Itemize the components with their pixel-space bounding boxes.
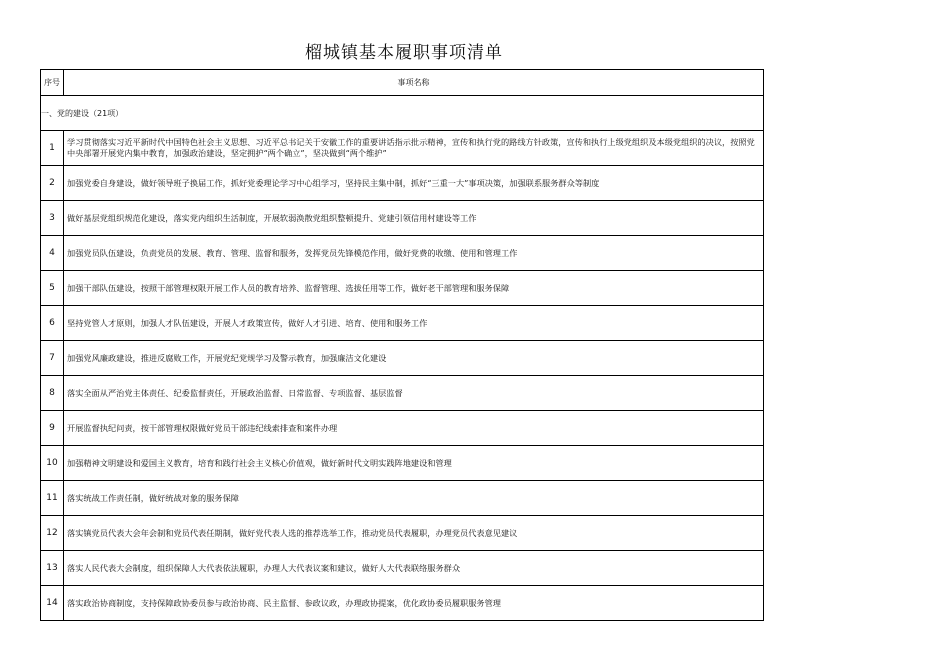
- row-number: 13: [41, 551, 64, 586]
- row-item-name: 加强干部队伍建设，按照干部管理权限开展工作人员的教育培养、监督管理、选拔任用等工作，做好老干部管理和服务保障: [64, 271, 764, 306]
- row-item-name: 落实政治协商制度，支持保障政协委员参与政治协商、民主监督、参政议政，办理政协提案，优化政协委员履职服务管理: [64, 586, 764, 621]
- row-item-name: 坚持党管人才原则，加强人才队伍建设，开展人才政策宣传，做好人才引进、培育、使用和服务工作: [64, 306, 764, 341]
- row-number: 6: [41, 306, 64, 341]
- table-row: [41, 306, 764, 341]
- row-number: 8: [41, 376, 64, 411]
- row-item-name: 做好基层党组织规范化建设，落实党内组织生活制度，开展软弱涣散党组织整顿提升、党建引领信用村建设等工作: [64, 201, 764, 236]
- row-item-name: 落实镇党员代表大会年会制和党员代表任期制，做好党代表人选的推荐选举工作，推动党员代表履职，办理党员代表意见建议: [64, 516, 764, 551]
- row-item-name: 加强党委自身建设，做好领导班子换届工作，抓好党委理论学习中心组学习，坚持民主集中制，抓好“三重一大”事项决策，加强联系服务群众等制度: [64, 166, 764, 201]
- row-number: 1: [41, 131, 64, 166]
- section-title: 一、党的建设（21项）: [41, 96, 764, 131]
- table-row: [41, 411, 764, 446]
- column-header-name: 事项名称: [64, 70, 764, 96]
- table-row: [41, 271, 764, 306]
- row-number: 2: [41, 166, 64, 201]
- table-header-row: [41, 70, 764, 96]
- row-item-name: 落实全面从严治党主体责任、纪委监督责任，开展政治监督、日常监督、专项监督、基层监督: [64, 376, 764, 411]
- table-row: [41, 446, 764, 481]
- row-number: 7: [41, 341, 64, 376]
- row-item-name: 学习贯彻落实习近平新时代中国特色社会主义思想、习近平总书记关于安徽工作的重要讲话指示批示精神，宣传和执行党的路线方针政策，宣传和执行上级党组织及本级党组织的决议，按照党中央部署开展党内集中教育，加强政治建设，坚定拥护“两个确立”，坚决做到“两个维护”: [64, 131, 764, 166]
- row-number: 10: [41, 446, 64, 481]
- table-row: [41, 131, 764, 166]
- row-number: 9: [41, 411, 64, 446]
- table-row: [41, 516, 764, 551]
- row-number: 4: [41, 236, 64, 271]
- table-row: [41, 341, 764, 376]
- table-row: [41, 201, 764, 236]
- row-item-name: 落实统战工作责任制，做好统战对象的服务保障: [64, 481, 764, 516]
- page-title: 榴城镇基本履职事项清单: [305, 43, 503, 63]
- row-item-name: 加强精神文明建设和爱国主义教育，培育和践行社会主义核心价值观，做好新时代文明实践阵地建设和管理: [64, 446, 764, 481]
- table-row: [41, 551, 764, 586]
- row-item-name: 落实人民代表大会制度，组织保障人大代表依法履职，办理人大代表议案和建议，做好人大代表联络服务群众: [64, 551, 764, 586]
- section-row: [41, 96, 764, 131]
- row-item-name: 加强党员队伍建设，负责党员的发展、教育、管理、监督和服务，发挥党员先锋模范作用，做好党费的收缴、使用和管理工作: [64, 236, 764, 271]
- row-number: 14: [41, 586, 64, 621]
- row-number: 12: [41, 516, 64, 551]
- row-item-name: 开展监督执纪问责，按干部管理权限做好党员干部违纪线索排查和案件办理: [64, 411, 764, 446]
- duty-list-table: [40, 69, 764, 621]
- table-row: [41, 376, 764, 411]
- row-number: 11: [41, 481, 64, 516]
- row-number: 5: [41, 271, 64, 306]
- row-item-name: 加强党风廉政建设，推进反腐败工作，开展党纪党规学习及警示教育，加强廉洁文化建设: [64, 341, 764, 376]
- table-row: [41, 481, 764, 516]
- table-row: [41, 236, 764, 271]
- column-header-number: 序号: [41, 70, 64, 96]
- table-row: [41, 166, 764, 201]
- table-row: [41, 586, 764, 621]
- row-number: 3: [41, 201, 64, 236]
